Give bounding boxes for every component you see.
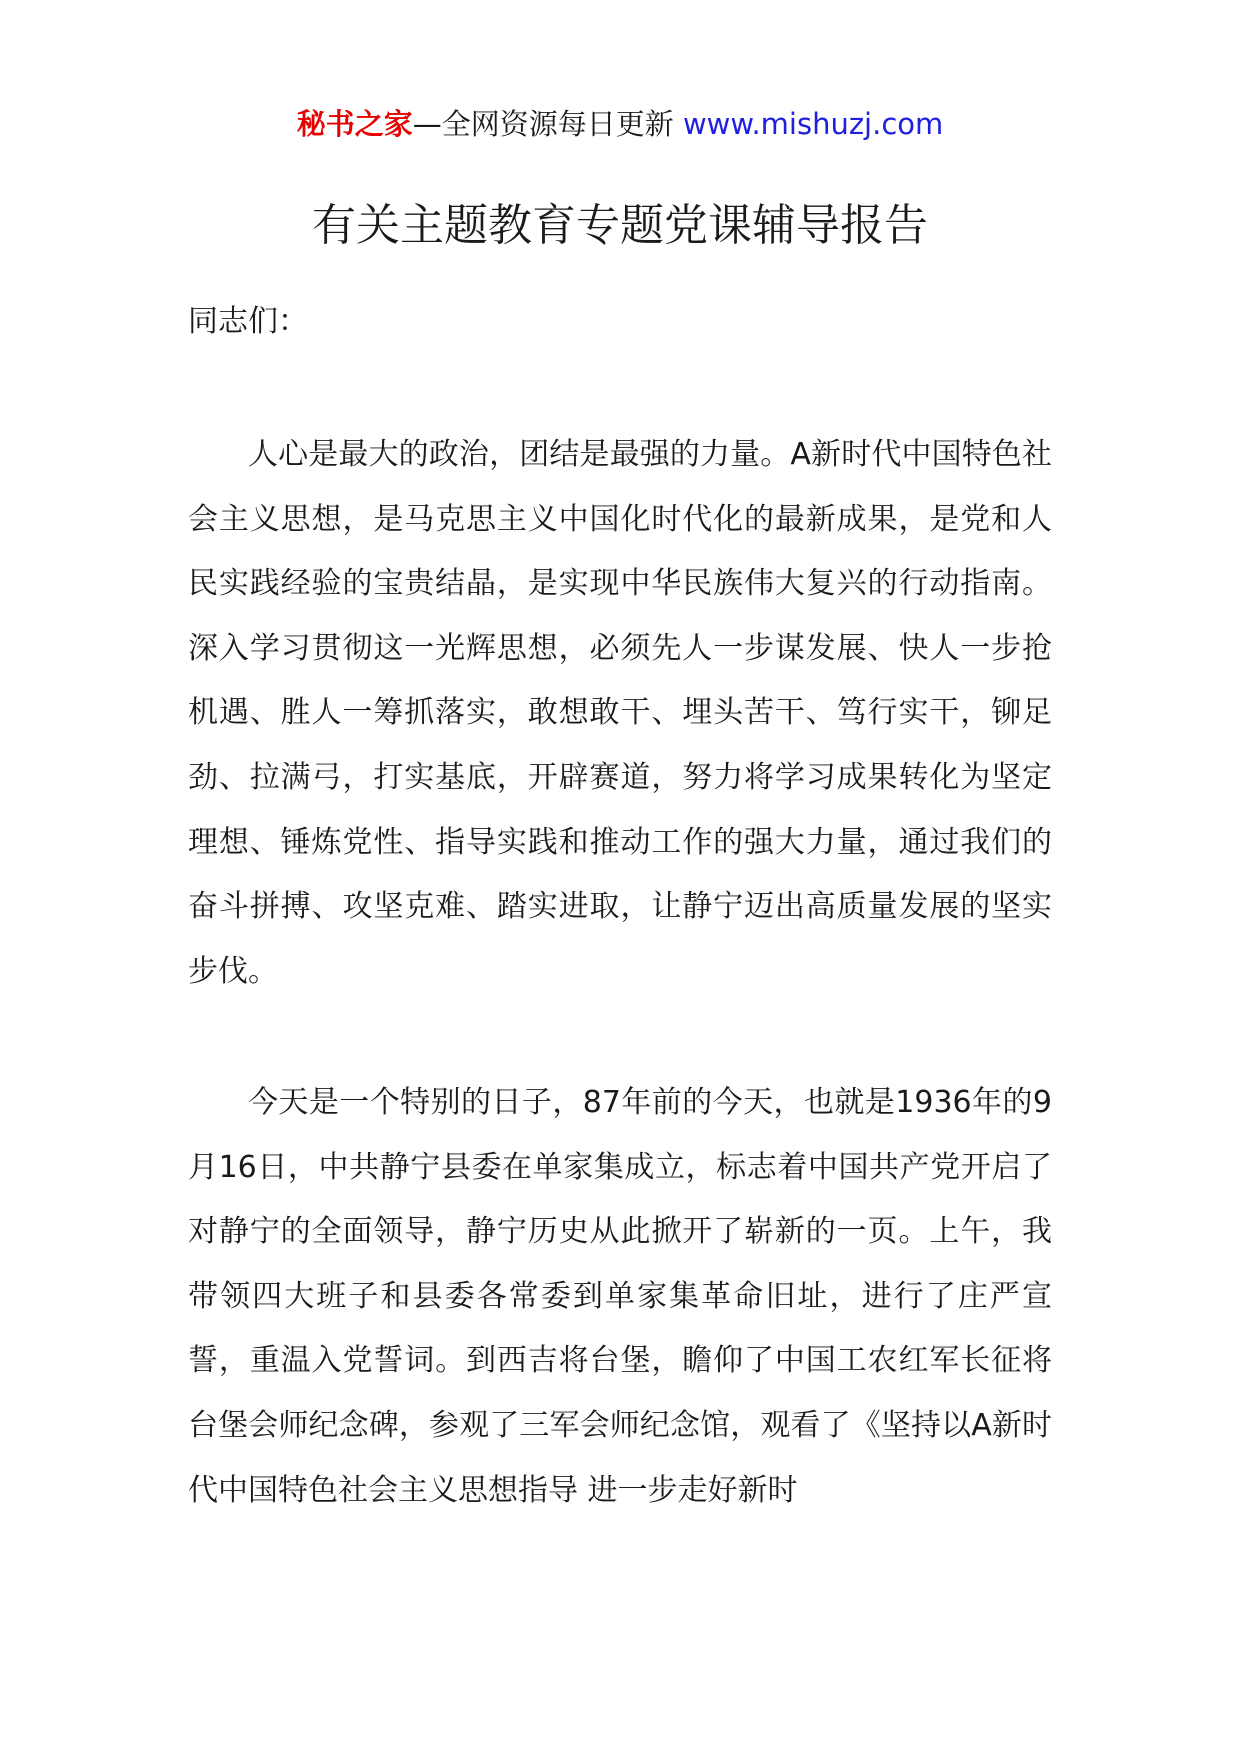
body-paragraph: 今天是一个特别的日子，87年前的今天，也就是1936年的9月16日，中共静宁县委在单家集成立，标志着中国共产党开启了对静宁的全面领导，静宁历史从此掀开了崭新的一页。上午，我带领四大班子和县委各常委到单家集革命旧址，进行了庄严宣誓，重温入党誓词。到西吉将台堡，瞻仰了中国工农红军长征将台堡会师纪念碑，参观了三军会师纪念馆，观看了《坚持以A新时代中国特色社会主义思想指导 进一步走好新时: [188, 1085, 1052, 1508]
document-title: 有关主题教育专题党课辅导报告: [312, 200, 928, 251]
site-link[interactable]: www.mishuzj.com: [682, 107, 944, 141]
header-tagline: —全网资源每日更新: [412, 107, 674, 141]
body-paragraph: 人心是最大的政治，团结是最强的力量。A新时代中国特色社会主义思想，是马克思主义中国化时代化的最新成果，是党和人民实践经验的宝贵结晶，是实现中华民族伟大复兴的行动指南。深入学习贯彻这一光辉思想，必须先人一步谋发展、快人一步抢机遇、胜人一筹抓落实，敢想敢干、埋头苦干、笃行实干，铆足劲、拉满弓，打实基底，开辟赛道，努力将学习成果转化为坚定理想、锤炼党性、指导实践和推动工作的强大力量，通过我们的奋斗拼搏、攻坚克难、踏实进取，让静宁迈出高质量发展的坚实步伐。: [188, 437, 1052, 989]
site-header: [0, 104, 1240, 144]
salutation: 同志们：: [188, 304, 308, 339]
brand-name: 秘书之家: [296, 107, 413, 141]
